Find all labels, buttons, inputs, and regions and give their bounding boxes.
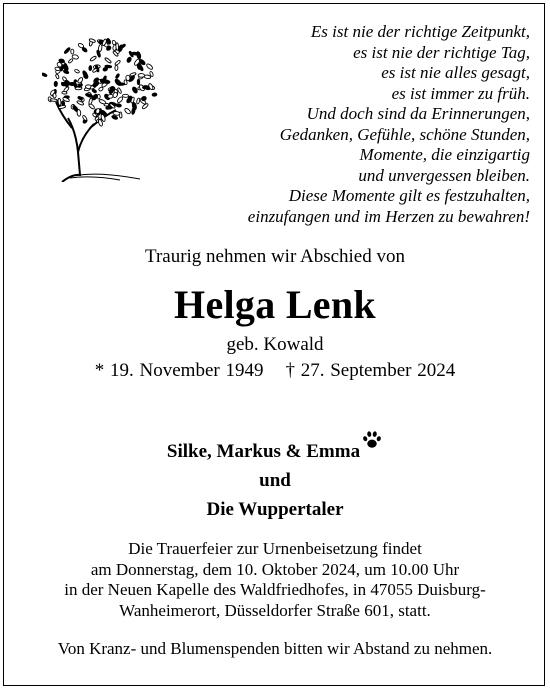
service-line: Die Trauerfeier zur Urnenbeisetzung findet bbox=[128, 539, 422, 558]
poem-line: Und doch sind da Erinnerungen, bbox=[306, 104, 530, 123]
poem-line: Diese Momente gilt es festzuhalten, bbox=[288, 186, 530, 205]
deceased-name: Helga Lenk bbox=[174, 282, 376, 327]
poem-line: Momente, die einzigartig bbox=[359, 145, 530, 164]
poem-line: es ist nie alles gesagt, bbox=[381, 63, 530, 82]
mourners-line: und bbox=[259, 470, 291, 491]
service-line: Wanheimerort, Düsseldorfer Straße 601, statt. bbox=[119, 600, 431, 620]
mourners-line: Die Wuppertaler bbox=[206, 499, 344, 520]
poem-line: es ist nie der richtige Tag, bbox=[353, 42, 530, 62]
poem-line: einzufangen und im Herzen zu bewahren! bbox=[247, 206, 530, 226]
birth-date: * 19. November 1949 bbox=[94, 360, 264, 381]
poem-line: und unvergessen bleiben. bbox=[358, 165, 530, 185]
poem bbox=[200, 22, 530, 227]
life-dates bbox=[0, 360, 550, 382]
service-line: in der Neuen Kapelle des Waldfriedhofes, in 47055 Duisburg- bbox=[64, 580, 486, 599]
service-details bbox=[0, 539, 550, 621]
poem-line: Es ist nie der richtige Zeitpunkt, bbox=[310, 22, 530, 41]
poem-line: es ist immer zu früh. bbox=[391, 83, 530, 103]
closing-note: Von Kranz- und Blumenspenden bitten wir Abstand zu nehmen. bbox=[57, 639, 493, 658]
death-date: † 27. September 2024 bbox=[285, 360, 456, 381]
birth-name: geb. Kowald bbox=[226, 334, 324, 355]
tree-illustration-icon bbox=[42, 32, 160, 182]
intro-text: Traurig nehmen wir Abschied von bbox=[145, 246, 405, 267]
mourners bbox=[0, 429, 550, 524]
service-line: am Donnerstag, dem 10. Oktober 2024, um 10.00 Uhr bbox=[90, 559, 460, 579]
mourners-line: Silke, Markus & Emma bbox=[0, 429, 550, 466]
paw-print-icon bbox=[361, 429, 383, 451]
poem-line: Gedanken, Gefühle, schöne Stunden, bbox=[279, 124, 530, 144]
